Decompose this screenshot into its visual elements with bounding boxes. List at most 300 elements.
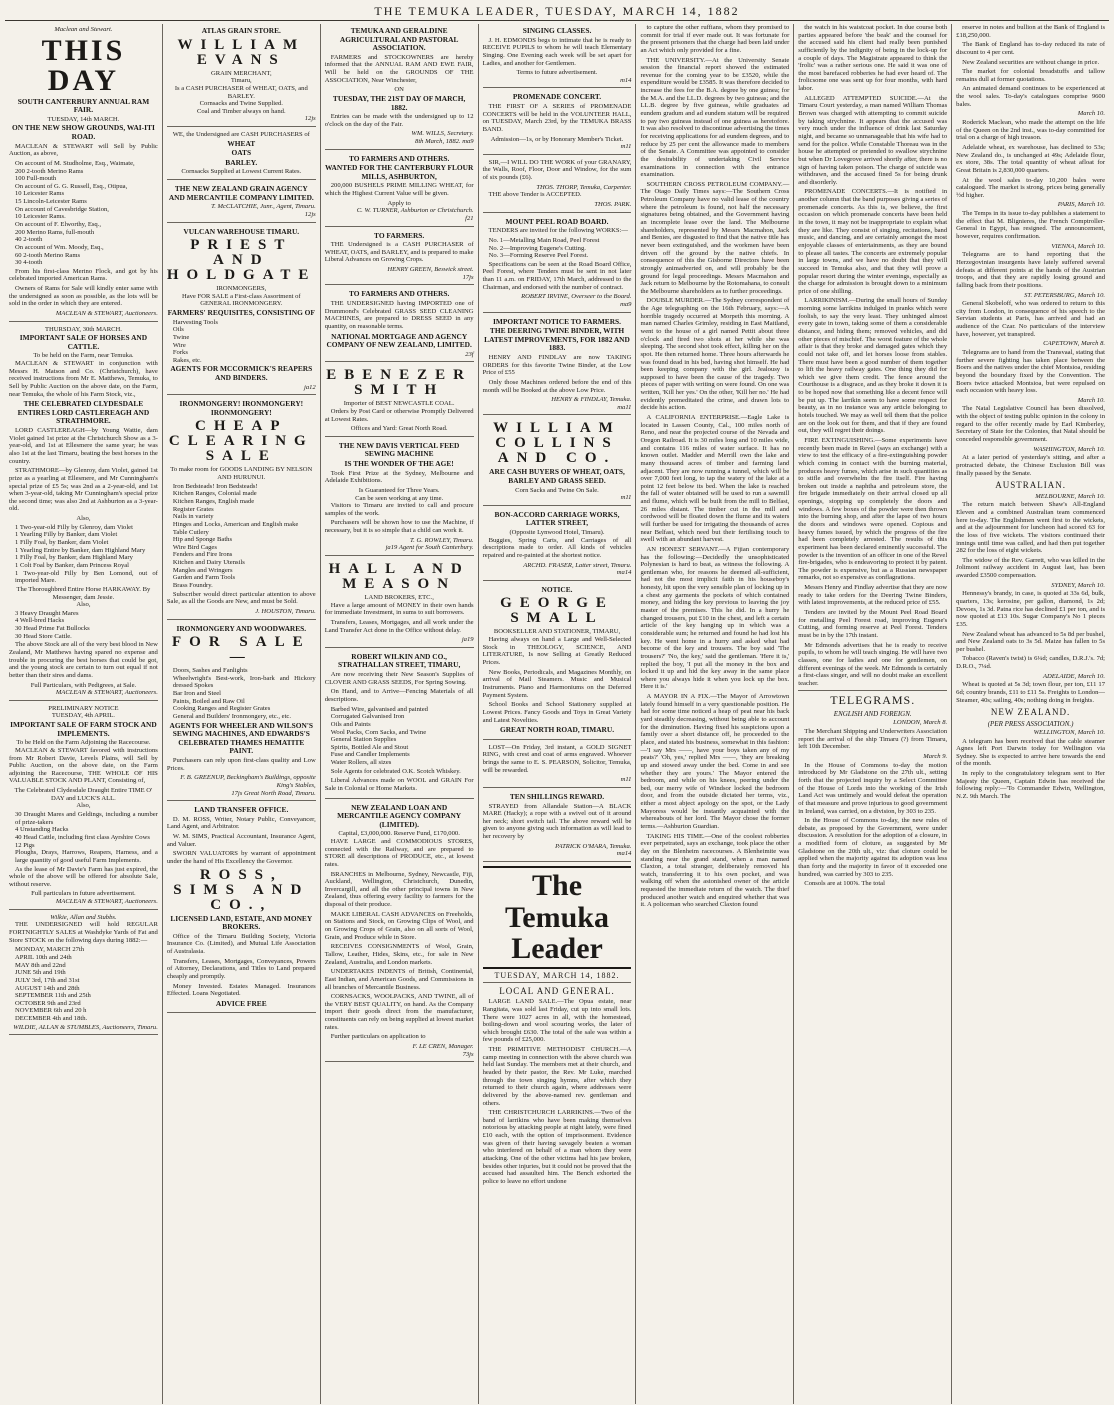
list-item: Barbed Wire, galvanised and painted (330, 705, 428, 713)
ad-trade: BOOKSELLER AND STATIONER, TIMARU, (493, 628, 621, 636)
telegram-paragraph: The Merchant Shipping and Underwriters Association report the arrival of the ship Timaru (?) from Timaru, left 10th December. (798, 728, 948, 751)
contract-item: No. 3—Forming Reserve Peel Forest. (488, 252, 589, 260)
ad-trade: IRONMONGERS, (216, 285, 267, 293)
lost-ring-ad (483, 742, 632, 788)
farm-stock-ad (9, 703, 158, 910)
ad-body: Took First Prize at the Sydney, Melbourne and Adelaide Exhibitions. (324, 469, 474, 485)
telegram-paragraph: In reply to the congratulatory telegram sent to Her Majesty the Queen, Captain Edwin has received the following reply:—'To Commander Edwin, Wellington, N.Z. 9th March. The (956, 770, 1106, 800)
ad-body: Buggies, Spring Carts, and Carriages of all descriptions made to order. All kinds of vehicles repaired and re-painted at the shortest notice. (482, 536, 632, 559)
lot-item: 1 Yearling Filly by Banker, dam Violet (15, 531, 118, 539)
ad-body: TENDERS are invited for the following WORKS:— (488, 227, 629, 235)
lot-item: 200 2-tooth Merino Rams (15, 167, 84, 175)
new-zealand-heading: NEW ZEALAND. (990, 707, 1071, 718)
lot-item: 1 Two-year-old Filly by Ben Lomond, out of imported Mare. (15, 569, 158, 585)
ad-purchasers: Purchasers can rely upon first-class quality and Low Prices. (166, 756, 316, 772)
ad-farmers: FARMERS' REQUISITES, CONSISTING OF (167, 308, 315, 318)
list-item: Oils (172, 326, 184, 334)
ad-body: CORNSACKS, WOOLPACKS, AND TWINE, all of the VERY BEST QUALITY, on hand. As the Company import their goods direct from the manufacturer, constituents can rely on being supplied at lowest market rates. (324, 993, 474, 1031)
telegram-paragraph: The Temps in its issue to-day publishes a statement to the effect that M. Blignieres, the French Comptroller-General in Egypt, has resigned. The announcement, however, requires confirmation. (956, 210, 1106, 241)
telegram-paragraph: Adelaide wheat, ex warehouse, has declined to 53s; New Zealand do., is unchanged at 49s; Adelaide flour, ex store, 38s. The total quantity of wheat afloat for Great Britain is 2,830,000 quarters. (956, 143, 1106, 174)
ad-particulars: Full particulars in future advertisement. (31, 890, 136, 898)
ad-title: IMPORTANT SALE OF HORSES AND CATTLE. (19, 333, 148, 351)
ad-intro: MACLEAN & STEWART in conjunction with Messrs H. Matson and Co. (Christchurch), have received instructions from Mr E. Matthews, Temuka, to Sell by Public Auction on the above date, on the Farm, near Temuka, the whole of his Farm Stock, viz., (9, 360, 158, 398)
ad-ref: ma9 (620, 301, 632, 309)
ad-ref: 12js (304, 115, 316, 123)
lot-item: On account of G. G. Russell, Esq., Otipua, (15, 182, 128, 190)
ad-signature: HENRY GREEN, Beswick street. (387, 266, 474, 274)
news-paragraph: ALLEGED ATTEMPTED SUICIDE.—At the Timaru Court yesterday, a man named William Thomas Brown was charged with attempting to commit suicide by taking strychnine. It appears that the accused was very much under the influence of drink last Saturday night, and became so unmanageable that his wife had to send for the police. While Constable Thoreau was in the house he attempted or pretended to swallow strychnine but when Dr Lovegrove arrived shortly after, there is no sign of having taken poison. The charge of suicide was withdrawn, and the accused fined 5s for being drunk and disorderly. (798, 94, 948, 186)
seed-cleaning-ad (325, 287, 474, 362)
ad-signature: THOS. THORP, Temuka, Carpenter. (536, 183, 632, 191)
lot-item: Ploughs, Drays, Harrows, Reapers, Harness, and a large quantity of good useful Farm Implements. (15, 849, 158, 864)
list-item: Kitchen Ranges, Colonial made (172, 490, 257, 498)
news-paragraph: THE UNIVERSITY.—At the University Senate session the financial report showed the estimated revenue for the coming year to be £3520, while the expenditure would be £3585. It was therefore decided to increase the fees for the B.A. degree by one guinea; for the M.A. and the LL.D. degrees by two guineas; and the LL.B. degree by five guineas, while graduates ad eundem gradum and ad eundem statum will be required to pay two guineas instead of one guinea as heretofore. It was also resolved to discontinue advertising the times for receiving applications for ad eundem degrees, and to reduce by 25 per cent the allowance made to members of the Senate. A Committee was appointed to consider the desirability of undertaking Civil Service examinations in connection with the entrance examination. (640, 56, 790, 179)
ad-agents: AGENTS FOR WHEELER AND WILSON'S SEWING MACHINES, AND EDWARDS'S CELEBRATED THAMES HEMATITE PAINT. (169, 720, 314, 756)
sale-date: JULY 3rd, 17th and 31st (15, 976, 80, 984)
ad-advice: ADVICE FREE (215, 998, 267, 1008)
ad-on: ON (394, 86, 404, 94)
dateline: March 10. (1077, 110, 1106, 118)
ad-ref: f21 (465, 214, 474, 222)
ad-ref: 17js (462, 273, 474, 281)
ad-signature: T. G. ROWLEY, Timaru. (410, 536, 474, 544)
ad-office: Offices and Yard: Great North Road. (350, 425, 448, 433)
news-paragraph: the watch in his waistcoat pocket. In due course both parties appeared before 'the beak' and the counsel for the accused said his client had really been punished sufficiently by the indignity of being in the lock-up for a couple of days. The Magistrate appeared to think the 'frolic' was a rather serious one. He said it was one of the most barefaced robberies he had ever heard of. The frolicsome one was sent up for four months, with hard labor. (798, 24, 948, 93)
ad-body: THE Undersigned is a CASH PURCHASER of WHEAT, OATS, and BARLEY, and is prepared to make Liberal Advances on Growing Crops. (324, 241, 474, 264)
telegram-paragraph: At the wool sales to-day 10,200 bales were catalogued. The market is strong, prices being generally ½d higher. (956, 176, 1106, 199)
ad-subtitle: LICENSED LAND, ESTATE, AND MONEY BROKERS. (170, 913, 313, 932)
ad-body: UNDERTAKES INDENTS of British, Continental, East Indian, and American Goods, and Commissions in all branches of Mercantile Business. (324, 968, 474, 991)
dateline: CAPETOWN, March 8. (1043, 340, 1106, 348)
dateline: MELBOURNE, March 10. (1035, 492, 1106, 500)
collins-ad (483, 417, 632, 505)
telegram-paragraph: Hennessy's brandy, in case, is quoted at 33s 6d, bulk, quarters, 13s; kerosine, per gallon, diamond, 1s 2d; Devoes, 1s 3d. Patna rice has declined £1 per ton, and is now quoted at £13 10s. Sugar Company's No 1 pieces £35. (956, 590, 1106, 628)
news-paragraph: THE PRIMITIVE METHODIST CHURCH.—A camp meeting in connection with the above church was held last Sunday. The members met at their church, and headed by their pastor, the Rev. Mr Luke, marched through the town singing hymns, after which they returned to their church again, where addresses were delivered by the above-named rev. gentleman and others. (482, 1046, 632, 1107)
ad-heading: TEMUKA AND GERALDINE AGRICULTURAL AND PASTORAL ASSOCIATION. (339, 26, 459, 53)
telegram-paragraph: Wheat is quoted at 5s 3d; town flour, per ton, £11 17 6d; country brands, £11 to £11 5s. Freights to London—Steamer, 40s; sailing, 40s; nothing doing in freights. (956, 681, 1106, 704)
ad-heading: TEN SHILLINGS REWARD. (509, 791, 605, 801)
list-item: Wire Bird Cages (172, 543, 217, 551)
column-3 (321, 24, 479, 1404)
ad-body: THE UNDERSIGNED having IMPORTED one of Drummond's Celebrated GRASS SEED CLEANING MACHINES, are prepared to DRESS SEED in any quantity, on reasonable terms. (324, 299, 474, 330)
ad-body: School Books and School Stationery supplied at Lowest Prices. Fancy Goods and Toys in Great Variety and Latest Novelties. (482, 701, 632, 724)
news-paragraph: Messrs Henry and Findlay advertise that they are now ready to take orders for the Deering Twine Binders, with latest improvements, at the reduced price of £55. (798, 584, 948, 607)
ad-apply: Apply to (387, 199, 411, 207)
ad-ref: m11 (620, 494, 632, 502)
news-paragraph: DOUBLE MURDER.—The Sydney correspondent of the Age telegraphing on the 16th February, says:—A horrible tragedy occurred at Morpeth this morning. A man named Charles Grimley, residing in East Maitland, went to the house of a girl named Pettit about three o'clock and fired two shots at her while she was sleeping. The second shot took effect, killing her on the spot. He then returned home. Three hours afterwards he was found dead in his bed, having shot himself. He had been keeping company with the girl. Jealousy is supposed to have been the cause of the tragedy. Two pieces of paper with writing on were found. On one was written, 'Kill her yes.' On the other, 'Kill her no.' He had evidently premeditated the crime, and drawn lots to decide his action. (640, 297, 790, 412)
list-item: Kitchen and Dairy Utensils (172, 559, 245, 567)
lot-item: 1 Colt Foal by Banker, dam Princess Royal (15, 561, 130, 569)
dateline: SYDNEY, March 10. (1051, 581, 1106, 589)
ad-heading: THE NEW DAVIS VERTICAL FEED SEWING MACHINE (338, 440, 460, 459)
sale-date: DECEMBER 4th and 18th. (15, 1015, 88, 1023)
ad-kicker: PRELIMINARY NOTICE (48, 704, 119, 712)
ad-items (167, 483, 316, 590)
dateline: ADELAIDE, March 10. (1042, 672, 1106, 680)
ad-signature: MACLEAN & STEWART, Auctioneers. (55, 898, 158, 906)
ad-date: THURSDAY, 30th MARCH. (44, 325, 122, 333)
news-paragraph: Mr Edmonds advertises that he is ready to receive pupils, to whom he will teach singing. He will have two classes, one for ladies and one for gentlemen, on different evenings of the week. Mr Edmonds is certainly a first-class singer, and will no doubt make an excellent teacher. (798, 641, 948, 687)
list-item: Bar Iron and Steel (172, 690, 222, 698)
ad-heading: PROMENADE CONCERT. (512, 92, 602, 102)
ad-entire: The Thoroughbred Entire Horse HARKAWAY. By Messenger, dam Jessie. (16, 585, 151, 601)
lot-item: 60 2-tooth Merino Rams (15, 251, 81, 259)
ad-title: ROSS, SIMS AND CO., (173, 866, 310, 913)
ad-subtitle: SOUTH CANTERBURY ANNUAL RAM FAIR. (17, 96, 150, 115)
list-item: Table Cutlery (172, 528, 209, 536)
ad-hand: On Hand, and to Arrive—Fencing Materials of all descriptions. (324, 688, 474, 703)
ad-name: ROBERT WILKIN AND CO., STRATHALLAN STREET, TIMARU, (337, 651, 461, 670)
ad-signature: THOS. PARK. (594, 201, 632, 209)
lot-item: On account of M. Studholme, Esq., Waimate, (15, 159, 135, 167)
lot-item: 40 Head Cattle, including first class Ayrshire Cows (15, 833, 150, 841)
clearing-sale-ad (167, 397, 316, 619)
sale-date: MONDAY, MARCH 27th (15, 946, 85, 954)
ad-heading: VULCAN WAREHOUSE TIMARU. (183, 226, 300, 236)
ad-body: Transfers, Leases, Mortgages, and all work under the Land Transfer Act done in the Office without delay. (324, 618, 474, 634)
telegram-paragraph: The Natal Legislative Council has been dissolved, with the object of testing public opinion in the colony in regard to the offer recently made by Earl Kimberley, Secretary of State for the Colonies, that Natal should be conceded responsible government. (956, 405, 1106, 444)
list-item: Hinges and Locks, American and English make (172, 520, 299, 528)
ad-body: 200,000 BUSHELS PRIME MILLING WHEAT, for which the Highest Current Value will be given. (324, 182, 474, 198)
lot-item: 200 Merino Rams, full-mouth (15, 228, 95, 236)
list-item: Brass Foundry. (172, 582, 213, 589)
ad-close: Subscriber would direct particular attention to above Sale, as all the Goods are New, and must be Sold. (166, 590, 316, 606)
ad-sacks: Cornsacks and Twine Supplied. (199, 100, 283, 108)
ad-heading: TO FARMERS AND OTHERS. (348, 153, 450, 163)
ad-signature: PATRICK O'MARA, Temuka. (555, 842, 632, 850)
henry-green-ad (325, 229, 474, 286)
ad-lots (9, 610, 158, 641)
ad-body: STRAYED from Allandale Station—A BLACK MARE (Hacky); a rope with a swivel out of it around her neck; short switch tail. The above reward will be given to anyone giving such information as will lead to her recovery by (482, 802, 632, 841)
telegram-paragraph: An animated demand continues to be experienced at the wool sales. To-day's catalogues comprise 9600 bales. (956, 85, 1106, 108)
ad-date: TUESDAY, 4th APRIL. (51, 712, 115, 720)
lot-item: On account of Wm. Moody, Esq., (15, 243, 104, 251)
lot-item: 3 Heavy Draught Mares (15, 609, 79, 617)
telegram-paragraph: In the House of Commons to-day the motion introduced by Mr Gladstone on the 27th ult., setting forth that the projected inquiry by a Select Committee of the House of Lords into the working of the Irish Land Act was untimely and would defeat the operation of that measure and prove injurious to good government in Ireland, was carried, on a division, by 303 to 235. (798, 761, 948, 815)
ad-body: THE FIRST OF A SERIES of PROMENADE CONCERTS will be held in the VOLUNTEER HALL, on TUESDAY, March 23rd, by the TEMUKA BRASS BAND. (482, 103, 632, 133)
ad-name: WILLIAM EVANS (177, 36, 306, 68)
ad-body: ARE CASH BUYERS OF WHEAT, OATS, BARLEY AND GRASS SEED. (489, 467, 625, 486)
ad-ref: ja19 (461, 636, 474, 644)
ad-title: THIS DAY (41, 33, 126, 97)
ad-body: J. H. EDMONDS begs to intimate that he is ready to RECEIVE PUPILS to whom he will teach Elementary Singing. One Evening each week will be set apart for Ladies, and another for Gentlemen. (482, 36, 632, 67)
woodwares-ad (167, 622, 316, 802)
ad-body: HAVE LARGE and COMMODIOUS STORES, connected with the Railway, and are prepared to STORE all descriptions of PRODUCE, etc., at lowest rates. (324, 838, 474, 868)
ad-advances: Liberal Advances made on WOOL and GRAIN For Sale in Colonial or Home Markets. (324, 777, 474, 792)
ad-signature: T. McCLATCHIE, Junr., Agent, Timaru. (211, 203, 316, 211)
news-paragraph: FIRE EXTINGUISHING.—Some experiments have recently been made in Revel (says an exchange) with a view to test the efficacy of a fire-extinguishing powder which coming in contact with the burning material, produces heavy fumes, which arise in such quantities as to stifle and overwhelm the fire itself. Fire having broken out inside a naphtha and petroleum store, the fire brigade immediately on their arrival closed up all openings, stopping up completely the doors and windows. A few boxes of the powder were then thrown into the burning shop, and after the lapse of two hours the doors and windows were opened. Copious and heavy fumes issued, by which the progress of the fire had been completely arrested. The results of this experiment has been declared eminently successful. The powder is the invention of an officer in one of the Revel fire-brigades, who is endeavoring to protect it by patent. The powder is expensive, but as a Russian newspaper remarks, not so expensive as conflagrations. (798, 436, 948, 582)
coal-ad (325, 364, 474, 437)
ram-fair-ad (9, 24, 158, 322)
lot-item: 10 Leicester Rams. (15, 213, 66, 221)
column-6 (794, 24, 952, 1404)
atlas-grain-ad (167, 24, 316, 127)
ad-ref: 23f (465, 350, 474, 358)
ad-agents: AGENTS FOR MCCORMICK'S REAPERS AND BINDERS. (170, 364, 313, 383)
list-item: Forks (172, 349, 188, 357)
list-item: Rakes, etc. (172, 356, 202, 364)
lot-item: 30 Head Prime Fat Bullocks (15, 625, 90, 633)
ad-further: Further particulars on application to (330, 1033, 426, 1041)
list-item: Wool Packs, Corn Sacks, and Twine (330, 728, 427, 736)
ad-body: Is a CASH PURCHASER of WHEAT, OATS, and BARLEY. (174, 84, 308, 100)
ad-close: The above Stock are all of the very best blood in New Zealand, Mr Matthews having spared no expense and trouble in procuring the best horses that could be got, and the young stock are certain to turn out equal if not better than their sires and dams. (9, 641, 158, 679)
ad-item: BARLEY. (225, 157, 258, 167)
list-item: Harvesting Tools (172, 318, 218, 326)
ad-items (167, 319, 316, 365)
news-paragraph: A CALIFORNIA ENTERPRISE.—Eagle Lake is located in Lassen County, Cal., 100 miles north of Reno, and near the projected course of the Nevada and Oregon Railroad. It is 30 miles long and 10 miles wide, and contains 116 miles of water surface. It has no known outlet. Madder and Merrill own the lake and many thousand acres of timber and farming land adjacent. They are now running a tunnel, which will be over 7,000 feet long, to tap the watery of the lake at a point 12 feet below its bed. When the lake is reached the fall of water obtained will be used to run a sawmill and flume, which will be built from the mill to Belfast, 26 miles distant. The timber cut in the mill and cordwood will be floated down the flume and its waters will further be used for irrigating the thousands of acres near Belfast, which need but their fertilising touch to swell with an abundant harvest. (640, 414, 790, 544)
ad-signature: ROBERT IRVINE, Overseer to the Board. (521, 293, 632, 301)
ad-intro: MACLEAN & STEWART will Sell by Public Auction, as above, (9, 142, 158, 158)
telegram-paragraph: reserve in notes and bullion at the Bank of England is £18,250,000. (956, 24, 1106, 39)
ad-place: To be held on the Farm, near Temuka. (33, 352, 134, 360)
ad-intro: THE UNDERSIGNED will hold REGULAR FORTNIGHTLY SALES at Washdyke Yards of Fat and Store STOCK on the following days during 1882:— (9, 921, 158, 944)
ad-signature: F. B. GREENUP, Beckingham's Buildings, opposite King's Stables, (180, 774, 316, 789)
ad-capital: Capital, £3,000,000. Reserve Fund, £170,000. (338, 830, 460, 838)
nz-grain-agency-ad (167, 182, 316, 222)
list-item: Paints, Boiled and Raw Oil (172, 697, 245, 705)
list-item: Garden and Farm Tools (172, 574, 236, 582)
bookseller-ad (483, 583, 632, 740)
dateline: VIENNA, March 10. (1051, 242, 1106, 250)
ad-heading: TO FARMERS AND OTHERS. (348, 289, 450, 299)
ad-trade: LAND BROKERS, ETC., (364, 594, 434, 602)
sale-date: APRIL 10th and 24th (15, 953, 72, 961)
lot-item: 30 Draught Mares and Geldings, including a number of prize-takers (15, 811, 158, 826)
ad-body: SWORN VALUATORS by warrant of appointment under the hand of His Excellency the Governor. (166, 850, 316, 865)
news-paragraph: A MAYOR IN A FIX.—The Mayor of Arrowtown lately found himself in a very questionable position. He had for some time noticed a heap of peat near his back yard steadily decreasing, without being able to account for the diminution. Having fixed his suspicions upon a family over a short distance off, he proceeded to the place, and stated his business, somewhat in this fashion:—'I say Mrs ——, have your boys taken any of my peats?' 'Oh, yes,' replied Mrs ——, 'they are breaking up and stowed away under the bed. Come in and see whether they are yours.' The Mayor entered the bedroom, and while on his knees, peering under the bed, our merry wife of Windsor locked the bedroom door, and from the outside dictated her terms, viz., either a most abject apology on the spot, or the Lady Mayoress would be instantly acquainted with the whereabouts of her lord. The Mayor chose the former terms.—Ashburton Guardian. (640, 693, 790, 830)
lot-item: On account of F. Elworthy, Esq., (15, 221, 102, 228)
ad-subtitle: To make room for GOODS LANDING BY NELSON AND HURUNUI. (170, 466, 313, 482)
telegram-paragraph: The market for colonial breadstuffs and tallow remains dull at former quotations. (956, 68, 1106, 83)
dateline: WASHINGTON, March 10. (1033, 445, 1106, 453)
ad-body: Having always on hand a Large and Well-Selected Stock in THEOLOGY, SCIENCE, AND LITERATURE, Is now Selling at Greatly Reduced Prices. (482, 636, 632, 667)
list-item: Wheelwright's Best-work, Iron-bark and Hickory dressed Spokes (172, 674, 316, 690)
ad-also: Also, (76, 802, 91, 810)
ad-name: HALL AND MEASON (328, 561, 470, 593)
ad-pedigree: Full Particulars, with Pedigrees, at Sale. (30, 681, 137, 689)
news-paragraph: PROMENADE CONCERTS.—It is notified in another column that the band purposes giving a series of promenade concerts. As this is, we believe, the first occasion on which promenade concerts have been held in the town, it may not be inappropriate to explain what they are like. They consist of singing, recitations, band music, and dancing, and are certainly amongst the most enjoyable classes of entertainments, as they are bound to please all tastes. The concerts are extremely popular in large towns, and we have no doubt that they will succeed in Temuka also, and that they will prove a popular resort during the winter evenings, especially as the charge for admission is brought down to a minimum price of one shilling. (798, 188, 948, 295)
ad-heading: ATLAS GRAIN STORE. (201, 26, 281, 35)
ad-note: From his first-class Merino Flock, and got by his celebrated imported American Rams. (9, 267, 158, 283)
sale-date: SEPTEMBER 11th and 25th (15, 992, 91, 1000)
news-paragraph: TAKING HIS TIME.—One of the coolest robberies ever perpetrated, says an exchange, took place the other day on the Blenheim racecourses. A Blenheimite was standing near the grand stand, when a man named Claxton, a total stranger, deliberately removed his watch, transferring it to his own pocket, and was walking off when the astonished owner of the article requested the immediate return of the watch. The thief produced another watch and enquired whether that was it. A policeman who searched Claxton found (640, 832, 790, 909)
list-item: Spirits, Bottled Ale and Stout (330, 743, 409, 751)
promenade-concert-ad (483, 90, 632, 154)
news-paragraph: THE CHRISTCHURCH LARRIKINS.—Two of the band of larrikins who have been making themselves notorious by attacking people at night lately, were fined £10 each, with the option of imprisonment. Evidence was given of their having savagely beaten a woman who interfered on behalf of a man whom they were attacking. One of the other victims had his jaw broken, besides other injuries, but it could not be proved that the accused had assaulted him. The Bench exhorted the police to leave no effort undone (482, 1109, 632, 1185)
press-association-note: (PER PRESS ASSOCIATION.) (987, 719, 1074, 728)
ad-ref: 12js (304, 210, 316, 218)
ad-signature: WILDIE, ALLAN & STUMBLES, Auctioneers, Timaru. (13, 1023, 158, 1031)
ad-heading: LAND TRANSFER OFFICE. (194, 805, 289, 815)
ad-partner: W. M. SIMS, Practical Accountant, Insurance Agent, and Valuer. (166, 833, 316, 848)
ad-body: SIR,—I WILL DO THE WORK of your GRANARY, the Walls, Roof, Floor, Door and Window, for the sum of six pounds (£6). (482, 158, 632, 182)
ad-owners: Owners of Rams for Sale will kindly enter same with the undersigned as soon as possible, as the lots will be sold in the order in which they are entered. (9, 285, 158, 308)
ad-slogan: IS THE WONDER OF THE AGE! (344, 459, 454, 469)
list-item: General Station Supplies (330, 736, 397, 744)
singing-classes-ad (483, 24, 632, 88)
ad-name: GEORGE SMALL (500, 595, 614, 627)
list-item: General and Builders' Ironmongery, etc., etc. (172, 712, 291, 720)
column-7 (952, 24, 1109, 1404)
lot-item: 1 Filly Foal, by Banker, dam Highland Mary (15, 554, 133, 562)
column-2 (163, 24, 321, 1404)
ad-signature: MACLEAN & STEWART, Auctioneers. (55, 689, 158, 697)
ad-guarantee: Is Guaranteed for Three Years. (358, 486, 440, 494)
ad-signature: NATIONAL MORTGAGE AND AGENCY COMPANY OF NEW ZEALAND, LIMITED. (326, 331, 472, 350)
ad-ref: 73js (462, 1050, 474, 1058)
ad-paragraph: LORD CASTLEREAGH—by Young Wattie, dam Violet gained 1st prize at the Christchurch Show as a 3-year-old, and 1st at Ellesmere the same year; he was also 1st at the last Timaru, beating the best horses in the country. (9, 427, 158, 465)
ad-body: HENRY AND FINDLAY are now TAKING ORDERS for this favorite Twine Binder, at the Low Price of £55 (482, 353, 632, 377)
ad-also: Also, (76, 601, 91, 609)
lot-item: 12 Pigs (15, 841, 35, 849)
ad-intro: WE, the Undersigned are CASH PURCHASERS of (172, 131, 310, 139)
lot-item: 4 Well-bred Hacks (15, 617, 65, 625)
twine-binder-ad (483, 315, 632, 416)
list-item: Mangles and Wringers (172, 566, 233, 574)
sale-date: JUNE 5th and 19th (15, 969, 66, 977)
ad-date: TUESDAY, THE 21ST DAY OF MARCH, 1882. (332, 93, 466, 112)
column-4 (479, 24, 637, 1404)
ad-road: GREAT NORTH ROAD, TIMARU. (499, 725, 615, 735)
list-item: Oils and Paints (330, 720, 371, 728)
columns (5, 24, 1109, 1404)
ad-subheading: WANTED FOR THE CANTERBURY FLOUR MILLS, ASHBURTON, (324, 163, 474, 181)
lot-item: 100 Full-mouth (15, 175, 57, 183)
ad-item: OATS (231, 148, 252, 158)
ad-ref: 8th March, 1882. ma9 (415, 138, 474, 146)
list-item: Hip and Sponge Baths (172, 536, 233, 544)
lot-item: 1 Filly Foal, by Banker, dam Violet (15, 539, 109, 547)
column-1 (5, 24, 163, 1404)
lot-item: 15 Lincoln-Leicester Rams (15, 198, 87, 206)
ad-town: Timaru, (230, 77, 252, 85)
sale-date: AUGUST 14th and 28th (15, 984, 80, 992)
ad-ref: ma11 (617, 403, 632, 411)
seeds-ad (325, 650, 474, 799)
list-item: Cooking Ranges and Register Grates (172, 705, 271, 713)
lot-item: 40 2-tooth (15, 236, 43, 244)
loan-agency-ad (325, 801, 474, 1063)
ad-body: Orders by Post Card or otherwise Promptly Delivered at Lowest Rates. (324, 407, 474, 423)
news-paragraph: to capture the other ruffians, whom they promised to commit for trial if ever made out. It was fortunate for the present prisoners that the charge had been laid under an Act which only provided for a fine. (640, 24, 790, 54)
ad-ref: ja19 Agent for South Canterbury. (385, 544, 474, 552)
ad-close: As the lease of Mr Davie's Farm has just expired, the whole of the above will be offered for absolute Sale, without reserve. (9, 865, 158, 888)
list-item: Kitchen Ranges, English made (172, 497, 255, 505)
ad-place: To be Held on the Farm Adjoining the Racecourse. (16, 739, 151, 747)
ad-ref: ma14 (616, 569, 632, 577)
telegram-paragraph: New Zealand securities are without change in price. (962, 58, 1100, 66)
dateline: PARIS, March 10. (1057, 201, 1106, 209)
ad-entire: The Celebrated Clydesdale Draught Entire TIME O' DAY and LUCK'S ALL. (14, 787, 153, 802)
ad-entries: Entries can be made with the undersigned up to 12 o'clock on the day of the Fair. (324, 113, 474, 128)
news-paragraph: LARGE LAND SALE.—The Opua estate, near Rangitata, was sold last Friday, cut up into small lots. There were 1027 acres in all, with the homestead, boiling-down and wool scouring works, the later of which brought £630. The total of the sale was within a few pounds of £25,000. (482, 998, 632, 1044)
ad-agent: Maclean and Stewart. (54, 26, 113, 33)
ad-heading: IMPORTANT NOTICE TO FARMERS. (493, 316, 621, 326)
cash-purchasers-ad (167, 129, 316, 180)
dateline: ST. PETERSBURG, March 10. (1024, 291, 1106, 299)
carriage-works-ad (483, 508, 632, 581)
ad-accepted: THE above Tender is ACCEPTED. (488, 191, 582, 199)
ad-trade: GRAIN MERCHANT, (210, 69, 272, 77)
ad-body: BRANCHES in Melbourne, Sydney, Newcastle, Fiji, Auckland, Wellington, Christchurch, Dunedin, Invercargill, and all the other principal towns in New Zealand, thus offering every facility to farmers for the disposal of their produce. (324, 870, 474, 909)
news-paragraph: LARRIKINISM.—During the small hours of Sunday morning some larrikins indulged in pranks which were foolish, to say the very least. They unhinged almost every gate in town, taking some of them a considerable distance, and hiding them; removed vehicles, and did other pieces of mischief. The worst feature of the whole affair is that they broke and damaged gates which they could not take off, and let horses loose from stables. There must have been a good number of them together to lift the heavy railway gates. One thing they did for which we give them credit. The fence around the Courthouse is a disgrace, and as they broke it down it is to be hoped now that something like a decent fence will be put up. The larrikin seem to have some respect for beauty, as in no instance was any article belonging to hotels touched. We may as well tell them that the police are on the look out for them, and that if they are found out, they will regret their doings. (798, 297, 948, 435)
column-5 (636, 24, 794, 1404)
ad-body: MAKE LIBERAL CASH ADVANCES on Freeholds, on Stations and Stock, on Growing Clips of Wool, and on Growing Crops of Grain, also on all sorts of Wool, Grain, and Produce while in Store. (324, 910, 474, 941)
ad-heading: IRONMONGERY! IRONMONGERY! IRONMONGERY! (179, 399, 304, 417)
section-heading: LOCAL AND GENERAL. (499, 985, 615, 996)
newspaper-masthead: The Temuka Leader (483, 866, 632, 969)
ad-intro: MACLEAN & STEWART favored with instructions from Mr Robert Davie, Levels Plains, will Sell by Public Auction, on the above date, on the Farm adjoining the Racecourse, THE WHOLE OF HIS VALUABLE STOCK AND PLANT, Consisting of, (9, 746, 158, 785)
ad-body: Transfers, Leases, Mortgages, Conveyances, Powers of Attorney, Declarations, and Titles to Land prepared cheaply and promptly. (166, 957, 316, 980)
telegram-paragraph: The widow of the Rev. Garrett, who was killed in the Jolimont railway accident in August last, has been awarded £3500 compensation. (956, 556, 1106, 580)
telegram-paragraph: A telegram has been received that the cable steamer Agnes left Port Darwin today for Wellington via Sydney. She is expected to arrive here towards the end of the month. (956, 737, 1106, 768)
ad-body: Are now receiving their New Season's Supplies of CLOVER AND GRASS SEEDS, For Spring Sowing. (324, 671, 474, 686)
ad-signature: J. HOUSTON, Timaru. (255, 607, 316, 615)
ad-also: Also, (76, 515, 91, 523)
ad-body: Have FOR SALE a First-class Assortment of GENERAL IRONMONGERY. (181, 292, 301, 308)
ad-date: TUESDAY, 14th MARCH. (47, 115, 120, 123)
sale-date: OCTOBER 9th and 23rd (15, 999, 81, 1007)
ad-lots (9, 811, 158, 864)
lot-item: 1 Yearling Entire by Banker, dam Highland Mary (15, 546, 146, 554)
ad-heading: SINGING CLASSES. (522, 26, 592, 35)
ad-signature: WM. WILLS, Secretary. (411, 130, 474, 138)
ad-items (167, 667, 316, 720)
list-item: Iron Bedsteads! Iron Bedsteads! (172, 482, 258, 490)
ad-body: RECEIVES CONSIGNMENTS of Wool, Grain, Tallow, Leather, Hides, Skins, etc., for sale in New Zealand, Australia, and London markets. (324, 943, 474, 966)
ad-terms: Terms to future advertisement. (516, 69, 598, 77)
ad-item: WHEAT (227, 138, 256, 148)
dateline: WELLINGTON, March 10. (1033, 728, 1106, 736)
ad-signature: F. LE CREN, Manager. (412, 1043, 474, 1051)
list-item: Wire (172, 341, 186, 349)
ad-signature: HENRY & FINDLAY, Temuka. (551, 396, 632, 404)
road-board-ad (483, 215, 632, 313)
lot-item: 30 4-tooth (15, 259, 43, 267)
ad-items (325, 706, 474, 767)
ad-heading: NOTICE. (541, 584, 573, 594)
ad-title: FOR SALE— (171, 634, 311, 666)
contract-item: No. 1—Metalling Main Road, Peel Forest (488, 236, 600, 244)
list-item: Fenders and Fire Irons (172, 551, 233, 559)
ad-name: EBENEZER SMITH (326, 367, 472, 399)
granary-tender-ad (483, 157, 632, 213)
horses-cattle-ad (9, 324, 158, 701)
ad-contracts (483, 237, 632, 260)
contract-item: No. 2—Improving Eugene's Cutting. (488, 244, 586, 252)
ad-name: PRIEST AND HOLDGATE (166, 237, 317, 284)
telegrams-subheading: ENGLISH AND FOREIGN. (833, 710, 912, 719)
ad-body: Have a large amount of MONEY in their own hands for immediate Investment, in sums to suit borrowers. (324, 601, 474, 617)
ad-sacks: Cornsacks Supplied at Lowest Current Rates. (181, 168, 302, 176)
ad-partner: D. M. ROSS, Writer, Notary Public, Conveyancer, Land Agent, and Arbitrator. (166, 815, 316, 831)
ad-signature: ARCHD. FRASER, Latter street, Timaru. (523, 561, 632, 569)
telegram-paragraph: At a later period of yesterday's sitting, and after a protracted debate, the Chinese Exclusion Bill was finally passed by the Senate. (956, 454, 1106, 477)
ad-trade: Importer of BEST NEWCASTLE COAL. (343, 400, 455, 408)
ad-purchasers: Purchasers will be shown how to use the Machine, if necessary, but it is so simple that a child can work it. (324, 519, 474, 535)
list-item: Register Grates (172, 505, 214, 513)
ad-ref: ma14 (616, 850, 632, 858)
ad-ref: m14 (620, 76, 632, 84)
news-paragraph: Tenders are invited by the Mount Peel Road Board for metalling Peel Forest road, improving Eugene's Cutting, and forming reserve at Peel Forest. Tenders must be in by the 17th instant. (798, 609, 948, 639)
ad-body: FARMERS and STOCKOWNERS are hereby informed that the ANNUAL RAM AND EWE FAIR, Will be held on the GROUNDS OF THE ASSOCIATION, Near Winchester, (324, 53, 474, 84)
telegram-paragraph: General Skobeloff, who was ordered to return to this city from London, in consequence of his speech to the Servian students at Paris, has arrived and had an audience of the Czar. No particulars of the interview have, however, yet transpired. (956, 300, 1106, 338)
ad-ref: ja12 (303, 383, 316, 391)
list-item: Nails in variety (172, 513, 214, 521)
list-item: Doors, Sashes and Fanlights (172, 667, 248, 675)
ad-agents: Sole Agents for celebrated O.K. Scotch Whiskey. (330, 767, 461, 775)
